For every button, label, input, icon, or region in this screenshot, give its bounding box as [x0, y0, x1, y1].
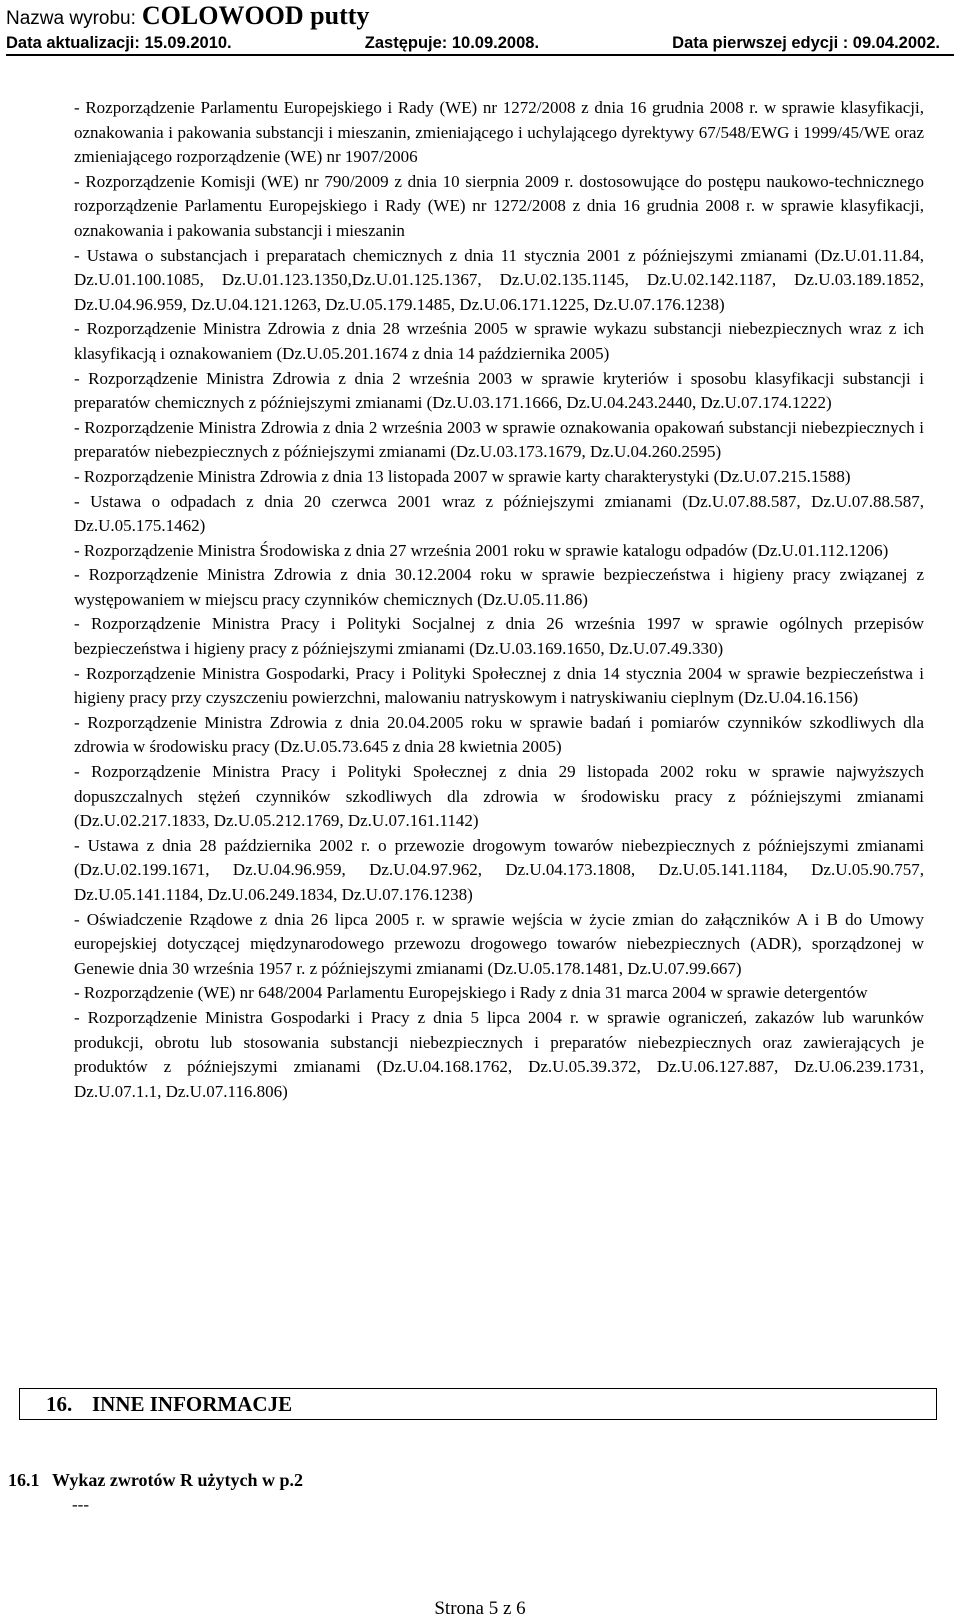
subsection-heading — [8, 1468, 303, 1492]
regulation-item: - Rozporządzenie Ministra Zdrowia z dnia 13 listopada 2007 w sprawie karty charakterystyki (Dz.U.07.215.1588) — [74, 466, 851, 486]
regulation-item: - Rozporządzenie Ministra Gospodarki i Pracy z dnia 5 lipca 2004 r. w sprawie ograniczeń, zakazów lub warunków produkcji, obrotu lub stosowania substancji niebezpiecznych i preparatów niebezpiecznych oraz zawierających je produktów z późniejszymi zmianami (Dz.U.04.168.1762, Dz.U.05.39.372, Dz.U.06.127.887, Dz.U.06.239.1731, Dz.U.07.1.1, Dz.U.07.116.806) — [74, 1007, 924, 1101]
regulation-item: - Rozporządzenie Ministra Zdrowia z dnia 30.12.2004 roku w sprawie bezpieczeństwa i higieny pracy związanej z występowaniem w miejscu pracy czynników chemicznych (Dz.U.05.11.86) — [74, 565, 924, 609]
document-header — [6, 0, 954, 56]
first-edition-date: Data pierwszej edycji : 09.04.2002. — [672, 34, 940, 52]
product-name: COLOWOOD putty — [141, 1, 370, 30]
regulation-item: - Rozporządzenie Ministra Pracy i Polityki Społecznej z dnia 29 listopada 2002 roku w sprawie najwyższych dopuszczalnych stężeń czynników szkodliwych dla zdrowia w środowisku pracy z późniejszymi zmianami (Dz.U.02.217.1833, Dz.U.05.212.1769, Dz.U.07.161.1142) — [74, 762, 924, 831]
replaces-date: Zastępuje: 10.09.2008. — [364, 34, 540, 52]
regulation-item: - Rozporządzenie Ministra Zdrowia z dnia 28 września 2005 w sprawie wykazu substancji niebezpiecznych wraz z ich klasyfikacją i oznakowaniem (Dz.U.05.201.1674 z dnia 14 października 2005) — [74, 319, 924, 363]
regulation-item: - Rozporządzenie Ministra Zdrowia z dnia 20.04.2005 roku w sprawie badań i pomiarów czynników szkodliwych dla zdrowia w środowisku pracy (Dz.U.05.73.645 z dnia 28 kwietnia 2005) — [74, 712, 924, 757]
product-line — [6, 0, 954, 32]
section-number: 16. — [46, 1392, 73, 1416]
regulation-item: - Ustawa o odpadach z dnia 20 czerwca 2001 wraz z późniejszymi zmianami (Dz.U.07.88.587, Dz.U.07.88.587, Dz.U.05.175.1462) — [74, 491, 924, 536]
page-number: Strona 5 z 6 — [434, 1598, 526, 1619]
regulation-item: - Oświadczenie Rządowe z dnia 26 lipca 2005 r. w sprawie wejścia w życie zmian do załączników A i B do Umowy europejskiej dotyczącej międzynarodowego przewozu drogowego towarów niebezpiecznych (ADR), sporządzonej w Genewie dnia 30 września 1957 r. z późniejszymi zmianami (Dz.U.05.178.1481, Dz.U.07.99.667) — [74, 909, 924, 978]
regulation-item: - Rozporządzenie (WE) nr 648/2004 Parlamentu Europejskiego i Rady z dnia 31 marca 2004 w sprawie detergentów — [74, 983, 868, 1003]
subsection-content: --- — [72, 1495, 89, 1514]
regulation-item: - Ustawa z dnia 28 października 2002 r. o przewozie drogowym towarów niebezpiecznych z późniejszymi zmianami (Dz.U.02.199.1671, Dz.U.04.96.959, Dz.U.04.97.962, Dz.U.04.173.1808, Dz.U.05.141.1184, Dz.U.05.90.757, Dz.U.05.141.1184, Dz.U.06.249.1834, Dz.U.07.176.1238) — [74, 835, 924, 904]
regulations-list — [74, 96, 924, 1104]
regulation-item: - Ustawa o substancjach i preparatach chemicznych z dnia 11 stycznia 2001 z późniejszymi zmianami (Dz.U.01.11.84, Dz.U.01.100.1085, Dz.U.01.123.1350,Dz.U.01.125.1367, Dz.U.02.135.1145, Dz.U.02.142.1187, Dz.U.03.189.1852, Dz.U.04.96.959, Dz.U.04.121.1263, Dz.U.05.179.1485, Dz.U.06.171.1225, Dz.U.07.176.1238) — [74, 245, 924, 314]
subsection-title: Wykaz zwrotów R użytych w p.2 — [52, 1470, 303, 1490]
regulation-item: - Rozporządzenie Ministra Gospodarki, Pracy i Polityki Społecznej z dnia 14 stycznia 2004 w sprawie bezpieczeństwa i higieny pracy przy czyszczeniu powierzchni, malowaniu natryskowym i natryskiwaniu cieplnym (Dz.U.04.16.156) — [74, 663, 924, 708]
regulation-item: - Rozporządzenie Ministra Pracy i Polityki Socjalnej z dnia 26 września 1997 w sprawie ogólnych przepisów bezpieczeństwa i higieny pracy z późniejszymi zmianami (Dz.U.03.169.1650, Dz.U.07.49.330) — [74, 614, 924, 659]
product-label: Nazwa wyrobu: — [6, 8, 136, 29]
regulation-item: - Rozporządzenie Ministra Zdrowia z dnia 2 września 2003 w sprawie kryteriów i sposobu klasyfikacji substancji i preparatów chemicznych z późniejszymi zmianami (Dz.U.03.171.1666, Dz.U.04.243.2440, Dz.U.07.174.1222) — [74, 368, 924, 413]
regulation-item: - Rozporządzenie Ministra Zdrowia z dnia 2 września 2003 w sprawie oznakowania opakowań substancji niebezpiecznych i preparatów niebezpiecznych z późniejszymi zmianami (Dz.U.03.173.1679, Dz.U.04.260.2595) — [74, 417, 924, 462]
regulation-item: - Rozporządzenie Ministra Środowiska z dnia 27 września 2001 roku w sprawie katalogu odpadów (Dz.U.01.112.1206) — [74, 540, 889, 560]
regulation-item: - Rozporządzenie Komisji (WE) nr 790/2009 z dnia 10 sierpnia 2009 r. dostosowujące do postępu naukowo-technicznego rozporządzenie Parlamentu Europejskiego i Rady (WE) nr 1272/2008 z dnia 16 grudnia 2008 r. w sprawie klasyfikacji, oznakowania i pakowania substancji i mieszanin — [74, 171, 924, 240]
section-title: INNE INFORMACJE — [92, 1392, 293, 1416]
date-line — [6, 32, 954, 56]
section-heading — [19, 1388, 937, 1420]
update-date: Data aktualizacji: 15.09.2010. — [6, 34, 232, 52]
subsection-number: 16.1 — [8, 1470, 40, 1490]
regulation-item: - Rozporządzenie Parlamentu Europejskiego i Rady (WE) nr 1272/2008 z dnia 16 grudnia 2008 r. w sprawie klasyfikacji, oznakowania i pakowania substancji i mieszanin, zmieniającego i uchylającego dyrektywy 67/548/EWG i 1999/45/WE oraz zmieniającego rozporządzenie (WE) nr 1907/2006 — [74, 98, 924, 167]
